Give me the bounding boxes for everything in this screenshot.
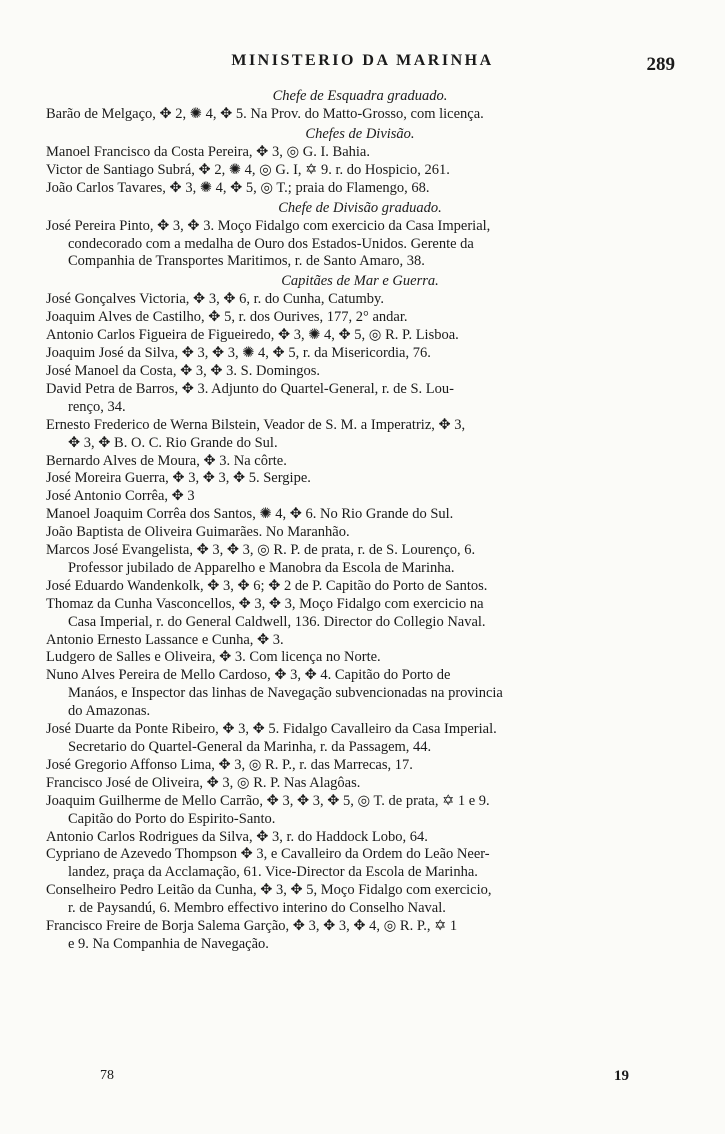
roster-entry [46,309,674,327]
section-heading: Capitães de Mar e Guerra. [281,273,439,290]
roster-entry [46,470,674,488]
section-heading: Chefes de Divisão. [305,125,415,142]
roster-entry [46,542,674,578]
entry-line: Marcos José Evangelista, ✥ 3, ✥ 3, ◎ R. P. de prata, r. de S. Lourenço, 6. [46,542,476,559]
entry-line: José Antonio Corrêa, ✥ 3 [46,488,195,505]
roster-entry [46,363,674,381]
entry-line: José Duarte da Ponte Ribeiro, ✥ 3, ✥ 5. Fidalgo Cavalleiro da Casa Imperial. [46,721,497,738]
roster-entry [46,488,674,506]
entry-line: Manoel Francisco da Costa Pereira, ✥ 3, ◎ G. I. Bahia. [46,143,370,160]
roster-entry [46,667,674,721]
roster-entry [46,162,674,180]
entry-line: Victor de Santiago Subrá, ✥ 2, ✺ 4, ◎ G. I, ✡ 9. r. do Hospicio, 261. [46,161,450,178]
entry-line: Antonio Carlos Figueira de Figueiredo, ✥ 3, ✺ 4, ✥ 5, ◎ R. P. Lisboa. [46,327,459,344]
roster-entry [46,506,674,524]
roster-entry [46,829,674,847]
roster-entry [46,632,674,650]
entry-continuation-line: e 9. Na Companhia de Navegação. [68,935,269,952]
roster-entry [46,218,674,272]
roster-entry [46,649,674,667]
page-header [0,52,725,76]
roster-entry [46,596,674,632]
page-body [46,86,674,954]
roster-entry [46,793,674,829]
page-number: 289 [646,54,675,75]
roster-entry [46,180,674,198]
entry-continuation-line: r. de Paysandú, 6. Membro effectivo interino do Conselho Naval. [68,900,446,917]
entry-line: José Manoel da Costa, ✥ 3, ✥ 3. S. Domingos. [46,362,321,379]
entry-line: Joaquim Alves de Castilho, ✥ 5, r. dos Ourives, 177, 2° andar. [46,309,408,326]
roster-entry [46,882,674,918]
entry-line: David Petra de Barros, ✥ 3. Adjunto do Quartel-General, r. de S. Lou- [46,380,454,397]
entry-line: Antonio Carlos Rodrigues da Silva, ✥ 3, r. do Haddock Lobo, 64. [46,828,428,845]
entry-continuation-line: do Amazonas. [68,703,151,720]
entry-continuation-line: Capitão do Porto do Espirito-Santo. [68,810,276,827]
roster-entry [46,106,674,124]
entry-line: Joaquim José da Silva, ✥ 3, ✥ 3, ✺ 4, ✥ 5, r. da Misericordia, 76. [46,345,431,362]
page-footer [0,1068,725,1088]
entry-line: Antonio Ernesto Lassance e Cunha, ✥ 3. [46,631,284,648]
entry-line: João Baptista de Oliveira Guimarães. No Maranhão. [46,524,350,541]
signature-mark-right: 19 [614,1068,629,1084]
entry-continuation-line: Casa Imperial, r. do General Caldwell, 136. Director do Collegio Naval. [68,613,486,630]
entry-continuation-line: Companhia de Transportes Maritimos, r. de Santo Amaro, 38. [68,253,425,270]
entry-line: José Gonçalves Victoria, ✥ 3, ✥ 6, r. do Cunha, Catumby. [46,291,384,308]
entry-line: Barão de Melgaço, ✥ 2, ✺ 4, ✥ 5. Na Prov. do Matto-Grosso, com licença. [46,106,484,122]
roster-entry [46,578,674,596]
roster-entry [46,524,674,542]
entry-line: Conselheiro Pedro Leitão da Cunha, ✥ 3, ✥ 5, Moço Fidalgo com exercicio, [46,882,492,899]
roster-entry [46,291,674,309]
entry-line: José Moreira Guerra, ✥ 3, ✥ 3, ✥ 5. Sergipe. [46,470,311,487]
entry-line: Thomaz da Cunha Vasconcellos, ✥ 3, ✥ 3, Moço Fidalgo com exercicio na [46,595,484,612]
roster-entry [46,417,674,453]
roster-entry [46,381,674,417]
roster-entry [46,846,674,882]
entry-line: Bernardo Alves de Moura, ✥ 3. Na côrte. [46,452,287,469]
entry-continuation-line: renço, 34. [68,398,126,415]
roster-entry [46,327,674,345]
entry-line: Ludgero de Salles e Oliveira, ✥ 3. Com licença no Norte. [46,649,381,666]
roster-entry [46,345,674,363]
roster-entry [46,721,674,757]
entry-line: José Pereira Pinto, ✥ 3, ✥ 3. Moço Fidalgo com exercicio da Casa Imperial, [46,217,491,234]
page-title: MINISTERIO DA MARINHA [231,52,494,69]
entry-line: Manoel Joaquim Corrêa dos Santos, ✺ 4, ✥ 6. No Rio Grande do Sul. [46,506,454,523]
entry-continuation-line: condecorado com a medalha de Ouro dos Estados-Unidos. Gerente da [68,235,474,252]
roster-entry [46,144,674,162]
roster-entry [46,775,674,793]
entry-continuation-line: landez, praça da Acclamação, 61. Vice-Director da Escola de Marinha. [68,864,478,881]
roster-entry [46,918,674,954]
entry-continuation-line: Professor jubilado de Apparelho e Manobra da Escola de Marinha. [68,559,455,576]
entry-line: João Carlos Tavares, ✥ 3, ✺ 4, ✥ 5, ◎ T.; praia do Flamengo, 68. [46,179,430,196]
section-heading: Chefe de Esquadra graduado. [272,88,448,104]
entry-continuation-line: Secretario do Quartel-General da Marinha, r. da Passagem, 44. [68,739,432,755]
entry-line: Nuno Alves Pereira de Mello Cardoso, ✥ 3, ✥ 4. Capitão do Porto de [46,667,451,684]
entry-line: Joaquim Guilherme de Mello Carrão, ✥ 3, ✥ 3, ✥ 5, ◎ T. de prata, ✡ 1 e 9. [46,792,490,809]
entry-line: Francisco Freire de Borja Salema Garção, ✥ 3, ✥ 3, ✥ 4, ◎ R. P., ✡ 1 [46,918,458,935]
entry-line: Ernesto Frederico de Werna Bilstein, Veador de S. M. a Imperatriz, ✥ 3, [46,416,466,433]
entry-line: Francisco José de Oliveira, ✥ 3, ◎ R. P. Nas Alagôas. [46,774,361,791]
section-heading: Chefe de Divisão graduado. [278,199,442,216]
roster-entry [46,453,674,471]
entry-line: José Eduardo Wandenkolk, ✥ 3, ✥ 6; ✥ 2 de P. Capitão do Porto de Santos. [46,577,488,594]
signature-mark-left: 78 [100,1068,114,1083]
entry-continuation-line: ✥ 3, ✥ B. O. C. Rio Grande do Sul. [68,434,278,451]
entry-continuation-line: Manáos, e Inspector das linhas de Navegação subvencionadas na provincia [68,685,503,702]
entry-line: Cypriano de Azevedo Thompson ✥ 3, e Cavalleiro da Ordem do Leão Neer- [46,846,490,863]
roster-entry [46,757,674,775]
entry-line: José Gregorio Affonso Lima, ✥ 3, ◎ R. P., r. das Marrecas, 17. [46,756,413,773]
